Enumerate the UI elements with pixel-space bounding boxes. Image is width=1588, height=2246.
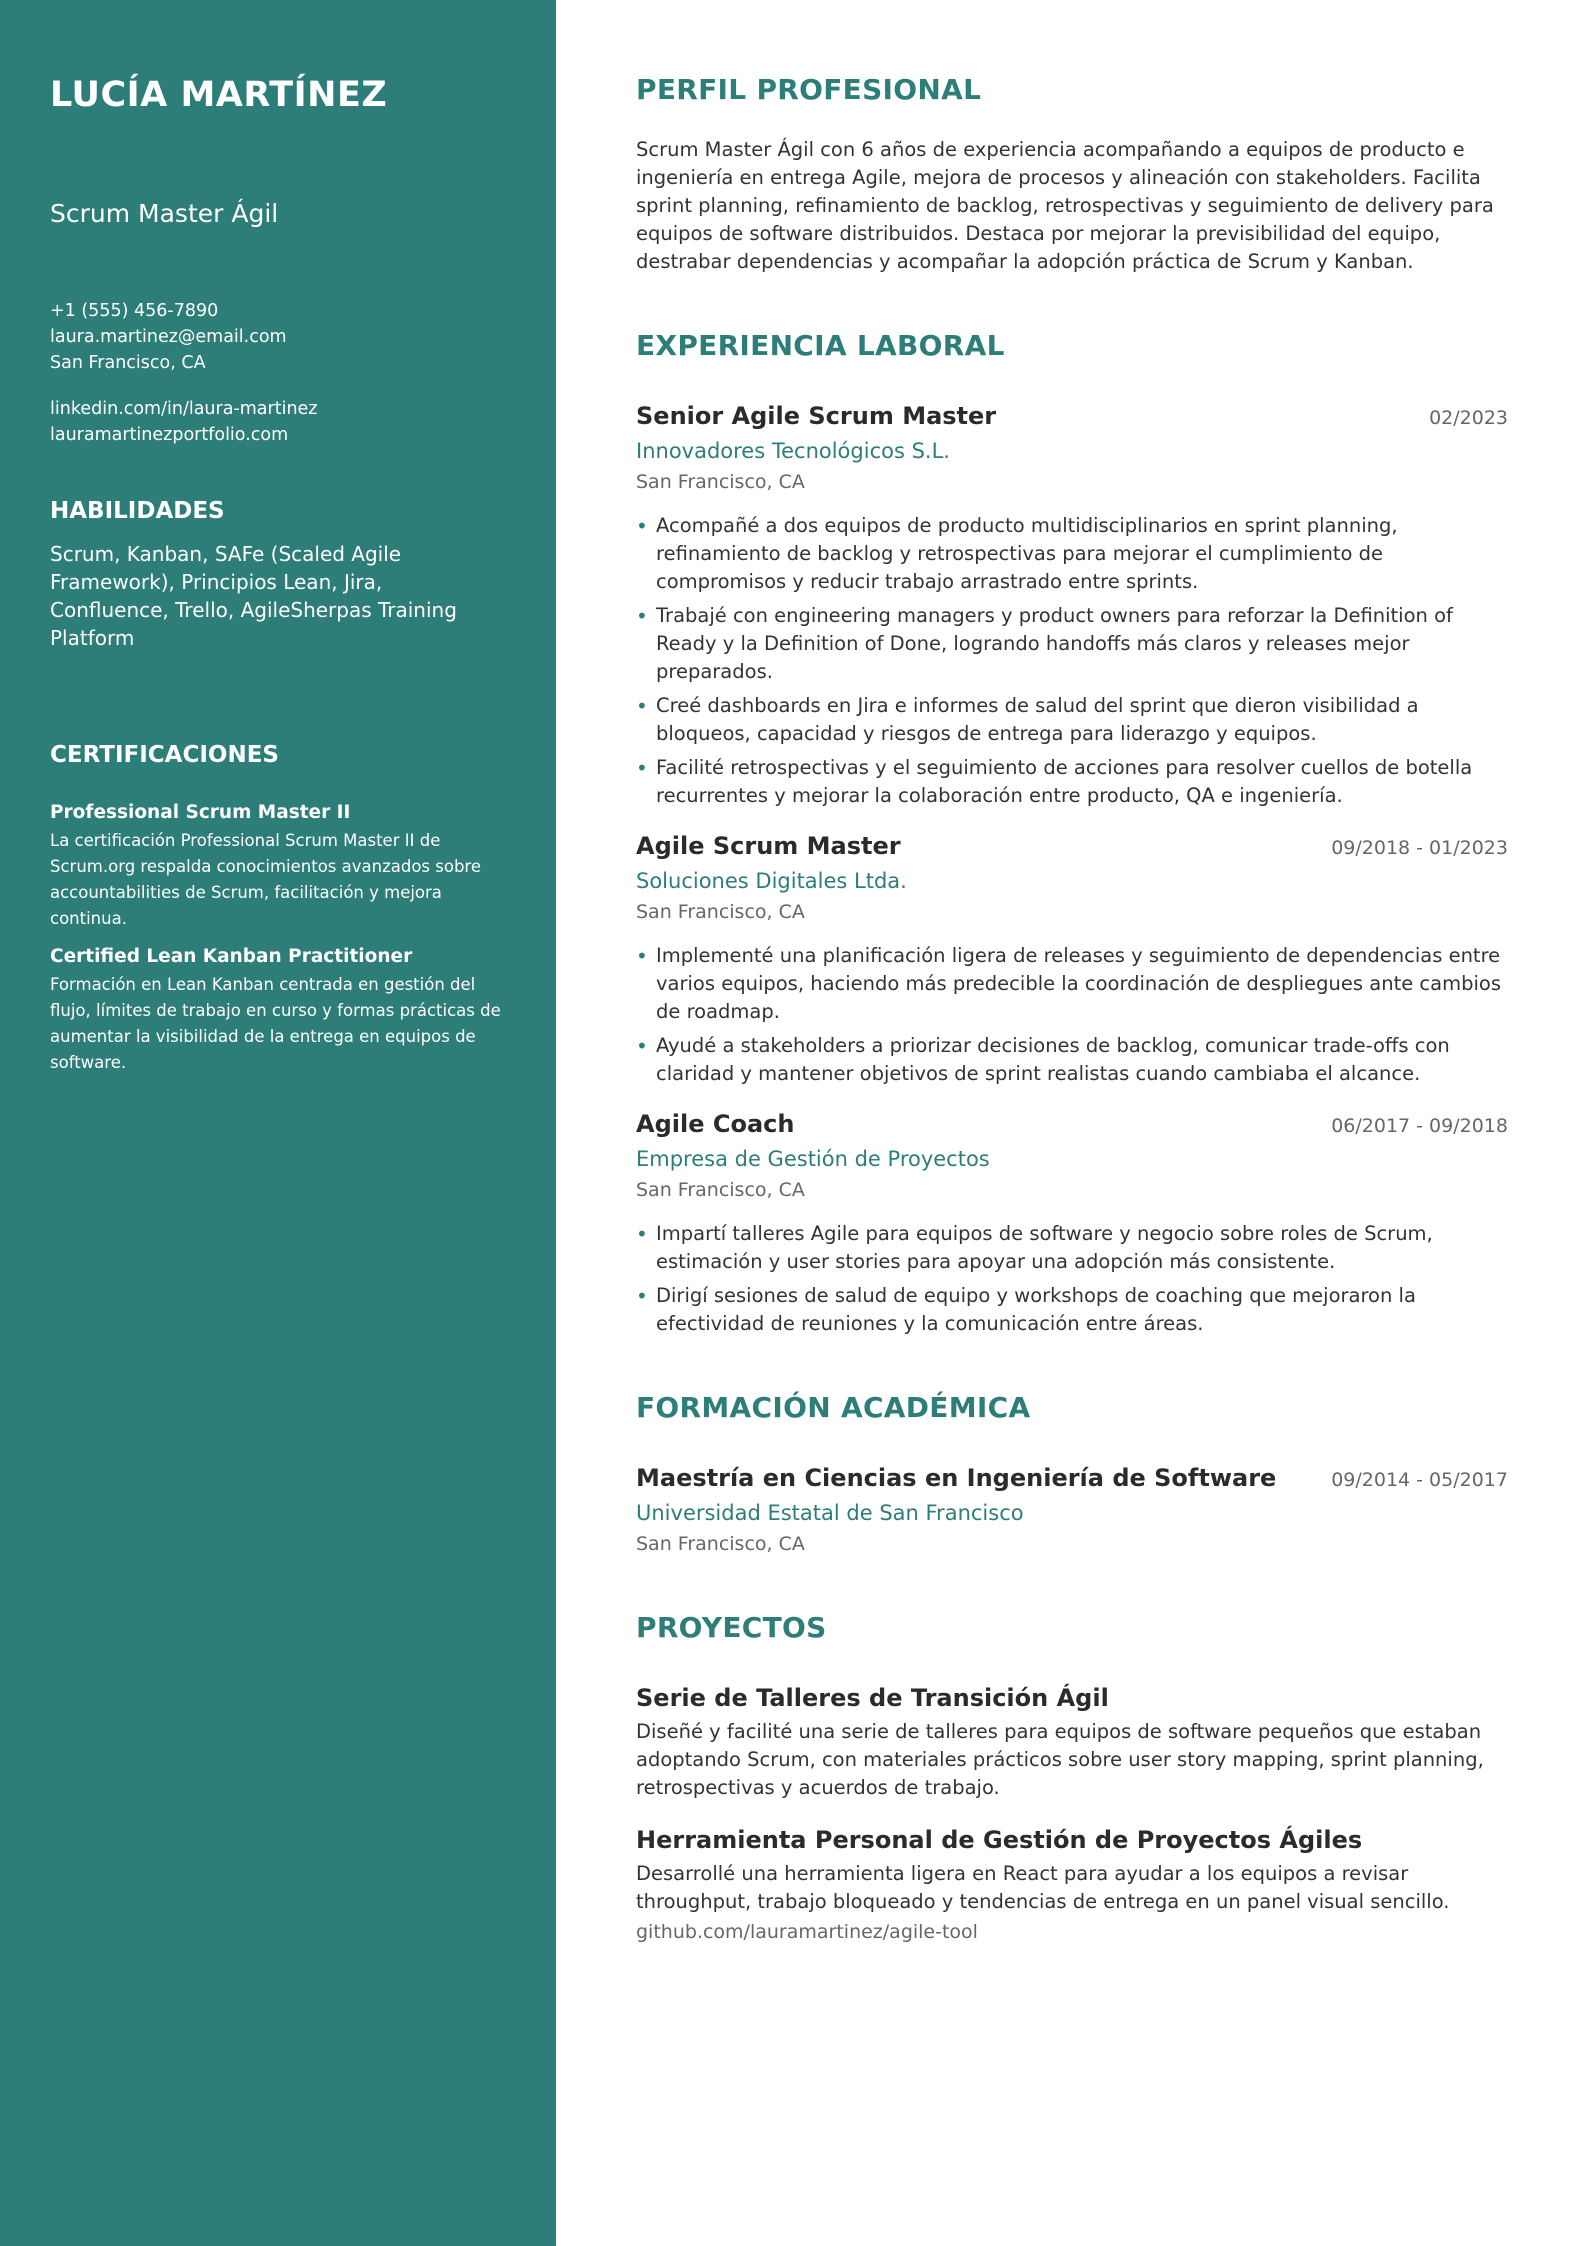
degree-title: Maestría en Ciencias en Ingeniería de Software — [636, 1464, 1277, 1492]
education-date: 09/2014 - 05/2017 — [1331, 1469, 1508, 1491]
contact-block — [50, 298, 506, 376]
job-title: Agile Coach — [636, 1110, 795, 1138]
job-date: 02/2023 — [1429, 407, 1508, 429]
certifications-list — [50, 800, 506, 1076]
main-content — [636, 72, 1508, 1968]
project-title: Herramienta Personal de Gestión de Proyectos Ágiles — [636, 1826, 1363, 1854]
job-date: 09/2018 - 01/2023 — [1331, 837, 1508, 859]
certification-name: Professional Scrum Master II — [50, 802, 351, 823]
certification-description: La certificación Professional Scrum Master II de Scrum.org respalda conocimientos avanzados sobre accountabilities de Scrum, facilitación y mejora continua. — [50, 831, 481, 928]
location: San Francisco, CA — [50, 353, 206, 373]
education-entry — [636, 1462, 1508, 1558]
university-name: Universidad Estatal de San Francisco — [636, 1501, 1024, 1525]
job-bullet: • Facilité retrospectivas y el seguimiento de acciones para resolver cuellos de botella recurrentes y mejorar la colaboración entre producto, QA e ingeniería. — [636, 754, 1508, 810]
job-company: Innovadores Tecnológicos S.L. — [636, 439, 950, 463]
profile-section — [636, 72, 1508, 276]
job-location: San Francisco, CA — [636, 471, 805, 493]
job-title: Agile Scrum Master — [636, 832, 901, 860]
project-description: Desarrollé una herramienta ligera en React para ayudar a los equipos a revisar throughput, trabajo bloqueado y tendencias de entrega en un panel visual sencillo. — [636, 1862, 1450, 1913]
job-bullet: • Creé dashboards en Jira e informes de salud del sprint que dieron visibilidad a bloqueos, capacidad y riesgos de entrega para liderazgo y equipos. — [636, 692, 1508, 748]
project-link[interactable]: github.com/lauramartinez/agile-tool — [636, 1921, 978, 1943]
skills-heading: HABILIDADES — [50, 498, 225, 524]
project-entry — [636, 1682, 1508, 1802]
certification-item — [50, 800, 506, 932]
job-location: San Francisco, CA — [636, 901, 805, 923]
projects-section — [636, 1610, 1508, 1946]
job-bullets — [636, 942, 1508, 1088]
job-bullets — [636, 1220, 1508, 1338]
phone: +1 (555) 456-7890 — [50, 301, 219, 321]
experience-heading: EXPERIENCIA LABORAL — [636, 329, 1005, 362]
job-date: 06/2017 - 09/2018 — [1331, 1115, 1508, 1137]
profile-heading: PERFIL PROFESIONAL — [636, 73, 982, 106]
email[interactable]: laura.martinez@email.com — [50, 327, 287, 347]
job-entry — [636, 1108, 1508, 1338]
projects-heading: PROYECTOS — [636, 1611, 827, 1644]
job-bullet: • Impartí talleres Agile para equipos de software y negocio sobre roles de Scrum, estimación y user stories para apoyar una adopción más consistente. — [636, 1220, 1508, 1276]
certification-name: Certified Lean Kanban Practitioner — [50, 946, 413, 967]
job-entry — [636, 400, 1508, 810]
links-block — [50, 396, 506, 448]
job-bullet: • Trabajé con engineering managers y product owners para reforzar la Definition of Ready y la Definition of Done, logrando handoffs más claros y releases mejor preparados. — [636, 602, 1508, 686]
job-location: San Francisco, CA — [636, 1179, 805, 1201]
education-section — [636, 1390, 1508, 1558]
experience-list — [636, 400, 1508, 1338]
sidebar — [0, 0, 556, 2246]
job-bullet: • Ayudé a stakeholders a priorizar decisiones de backlog, comunicar trade-offs con claridad y mantener objetivos de sprint realistas cuando cambiaba el alcance. — [636, 1032, 1508, 1088]
job-bullet: • Dirigí sesiones de salud de equipo y workshops de coaching que mejoraron la efectividad de reuniones y la comunicación entre áreas. — [636, 1282, 1508, 1338]
portfolio-link[interactable]: lauramartinezportfolio.com — [50, 425, 289, 445]
job-bullets — [636, 512, 1508, 810]
job-bullet: • Implementé una planificación ligera de releases y seguimiento de dependencias entre varios equipos, haciendo más predecible la coordinación de despliegues ante cambios de roadmap. — [636, 942, 1508, 1026]
project-title: Serie de Talleres de Transición Ágil — [636, 1684, 1109, 1712]
candidate-role: Scrum Master Ágil — [50, 199, 279, 228]
project-entry — [636, 1824, 1508, 1946]
education-heading: FORMACIÓN ACADÉMICA — [636, 1391, 1031, 1424]
job-company: Empresa de Gestión de Proyectos — [636, 1147, 990, 1171]
certification-item — [50, 944, 506, 1076]
education-location: San Francisco, CA — [636, 1533, 805, 1555]
project-description: Diseñé y facilité una serie de talleres para equipos de software pequeños que estaban adoptando Scrum, con materiales prácticos sobre user story mapping, sprint planning, retrospectivas y acuerdos de trabajo. — [636, 1720, 1484, 1799]
skills-list: Scrum, Kanban, SAFe (Scaled Agile Framework), Principios Lean, Jira, Confluence, Trello, AgileSherpas Training Platform — [50, 542, 457, 650]
profile-summary: Scrum Master Ágil con 6 años de experiencia acompañando a equipos de producto e ingeniería en entrega Agile, mejora de procesos y alineación con stakeholders. Facilita sprint planning, refinamiento de backlog, retrospectivas y seguimiento de delivery para equipos de software distribuidos. Destaca por mejorar la previsibilidad del equipo, destrabar dependencias y acompañar la adopción práctica de Scrum y Kanban. — [636, 138, 1494, 273]
experience-section — [636, 328, 1508, 1338]
education-list — [636, 1462, 1508, 1558]
job-entry — [636, 830, 1508, 1088]
job-bullet: • Acompañé a dos equipos de producto multidisciplinarios en sprint planning, refinamiento de backlog y retrospectivas para mejorar el cumplimiento de compromisos y reducir trabajo arrastrado entre sprints. — [636, 512, 1508, 596]
job-title: Senior Agile Scrum Master — [636, 402, 997, 430]
linkedin-link[interactable]: linkedin.com/in/laura-martinez — [50, 399, 318, 419]
job-company: Soluciones Digitales Ltda. — [636, 869, 907, 893]
certifications-heading: CERTIFICACIONES — [50, 742, 279, 768]
projects-list — [636, 1682, 1508, 1946]
certification-description: Formación en Lean Kanban centrada en gestión del flujo, límites de trabajo en curso y formas prácticas de aumentar la visibilidad de la entrega en equipos de software. — [50, 975, 501, 1072]
candidate-name: LUCÍA MARTÍNEZ — [50, 75, 388, 115]
